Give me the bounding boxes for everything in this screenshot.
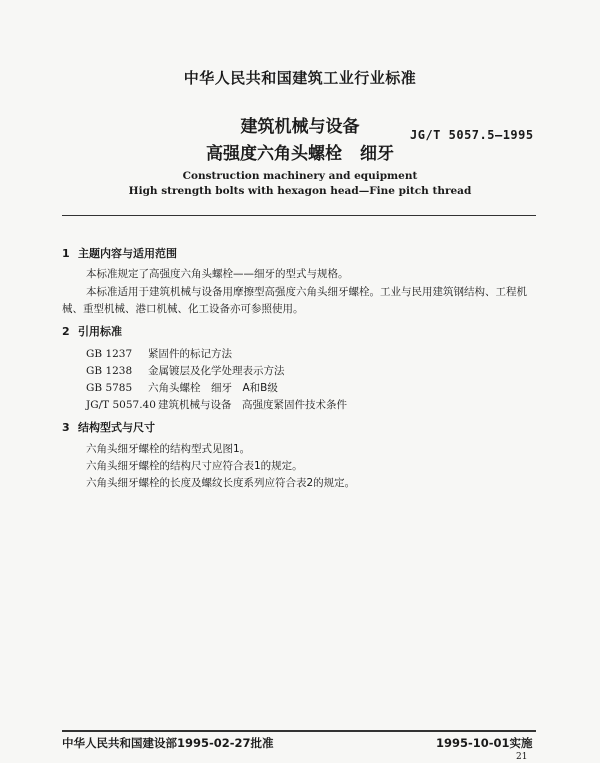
section-1-number: 1 bbox=[62, 247, 70, 260]
reference-item bbox=[86, 363, 285, 378]
title-line-2-main: 高强度六角头螺栓 bbox=[206, 144, 342, 164]
reference-item bbox=[86, 380, 278, 395]
section-3-number: 3 bbox=[62, 421, 70, 434]
reference-item bbox=[86, 346, 232, 361]
title-line-2 bbox=[0, 139, 600, 164]
section-2-heading bbox=[62, 323, 122, 339]
title-line-2-sub: 细牙 bbox=[360, 144, 394, 164]
reference-code: GB 1238 bbox=[86, 365, 133, 377]
section-2-number: 2 bbox=[62, 325, 70, 338]
section-1-paragraph-2-line-2: 械、重型机械、港口机械、化工设备亦可参照使用。 bbox=[62, 303, 304, 315]
english-title-line-2: High strength bolts with hexagon head—Fine pitch thread bbox=[128, 185, 472, 197]
section-1-paragraph-1: 本标准规定了高强度六角头螺栓——细牙的型式与规格。 bbox=[86, 268, 349, 280]
title-line-1: 建筑机械与设备 bbox=[240, 117, 360, 137]
section-3-line-2: 六角头细牙螺栓的结构尺寸应符合表1的规定。 bbox=[86, 460, 303, 472]
header-divider bbox=[62, 215, 536, 216]
section-1-paragraph-2-line-1: 本标准适用于建筑机械与设备用摩擦型高强度六角头细牙螺栓。工业与民用建筑钢结构、工程机 bbox=[86, 286, 527, 298]
reference-code: GB 5785 bbox=[86, 382, 133, 394]
page-number: 21 bbox=[516, 752, 528, 762]
implementation-date: 1995-10-01实施 bbox=[436, 736, 533, 750]
section-1-title: 主题内容与适用范围 bbox=[78, 247, 177, 260]
footer-divider bbox=[62, 730, 536, 732]
standard-number: JG/T 5057.5—1995 bbox=[410, 128, 534, 142]
section-3-line-1: 六角头细牙螺栓的结构型式见图1。 bbox=[86, 443, 251, 455]
section-1-heading bbox=[62, 245, 177, 261]
section-3-line-3: 六角头细牙螺栓的长度及螺纹长度系列应符合表2的规定。 bbox=[86, 477, 356, 489]
issuing-org-header: 中华人民共和国建筑工业行业标准 bbox=[183, 69, 417, 87]
reference-title: 建筑机械与设备 高强度紧固件技术条件 bbox=[158, 399, 347, 411]
section-3-title: 结构型式与尺寸 bbox=[78, 421, 155, 434]
reference-code: GB 1237 bbox=[86, 348, 133, 360]
reference-code: JG/T 5057.40 bbox=[86, 399, 156, 411]
approval-statement: 中华人民共和国建设部1995-02-27批准 bbox=[62, 736, 274, 750]
reference-title: 六角头螺栓 细牙 A和B级 bbox=[148, 382, 278, 394]
reference-title: 紧固件的标记方法 bbox=[148, 348, 232, 360]
section-2-title: 引用标准 bbox=[78, 325, 122, 338]
english-title-line-1: Construction machinery and equipment bbox=[182, 170, 418, 182]
section-3-heading bbox=[62, 419, 155, 435]
reference-title: 金属镀层及化学处理表示方法 bbox=[148, 365, 285, 377]
reference-item bbox=[86, 397, 347, 412]
